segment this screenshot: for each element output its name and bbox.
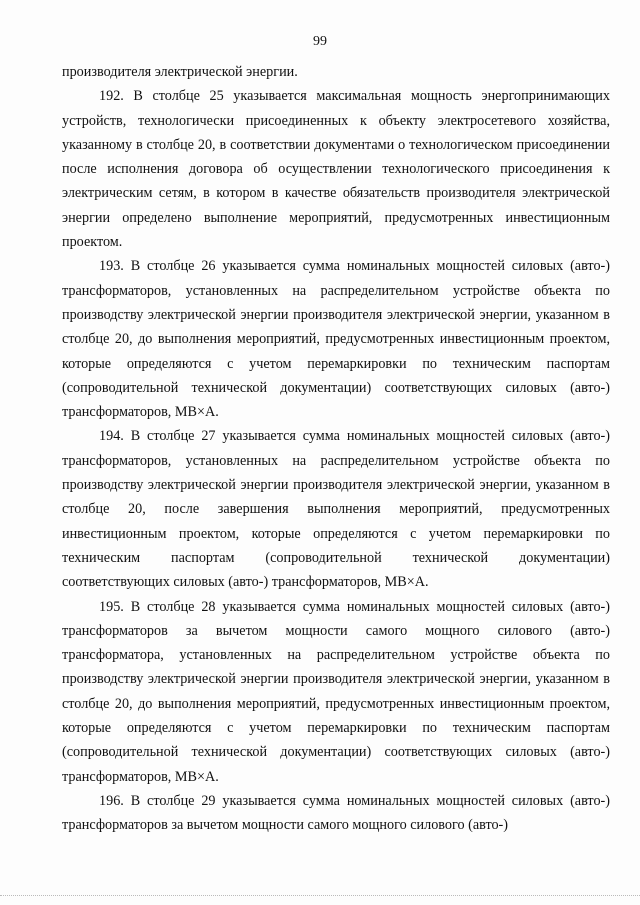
paragraph-195: 195. В столбце 28 указывается сумма номинальных мощностей силовых (авто-) трансформаторов за вычетом мощности самого мощного силового (авто-) трансформатора, установленных на распределительном устройстве объекта по производству электрической энергии производителя электрической энергии, указанном в столбце 20, до выполнения мероприятий, предусмотренных инвестиционным проектом, которые определяются с учетом перемаркировки по техническим паспортам (сопроводительной технической документации) соответствующих силовых (авто-) трансформаторов, МВ×А. — [62, 598, 610, 785]
paragraph-196: 196. В столбце 29 указывается сумма номинальных мощностей силовых (авто-) трансформаторов за вычетом мощности самого мощного силового (авто-) — [62, 792, 610, 834]
paragraph-continuation: производителя электрической энергии. — [62, 64, 298, 80]
paragraph-193: 193. В столбце 26 указывается сумма номинальных мощностей силовых (авто-) трансформаторов, установленных на распределительном устройстве объекта по производству электрической энергии производителя электрической энергии, указанном в столбце 20, до выполнения мероприятий, предусмотренных инвестиционным проектом, которые определяются с учетом перемаркировки по техническим паспортам (сопроводительной технической документации) соответствующих силовых (авто-) трансформаторов, МВ×А. — [62, 258, 610, 421]
paragraph-192: 192. В столбце 25 указывается максимальная мощность энергопринимающих устройств, технологически присоединенных к объекту электросетевого хозяйства, указанному в столбце 20, в соответствии документами о технологическом присоединении после исполнения договора об осуществлении технологического присоединения к электрическим сетям, в котором в качестве обязательств производителя электрической энергии определено выполнение мероприятий, предусмотренных инвестиционным проектом. — [62, 88, 610, 251]
scan-edge-divider — [0, 895, 640, 897]
page-number: 99 — [313, 34, 327, 49]
paragraph-194: 194. В столбце 27 указывается сумма номинальных мощностей силовых (авто-) трансформаторов, установленных на распределительном устройстве объекта по производству электрической энергии производителя электрической энергии, указанном в столбце 20, после завершения выполнения мероприятий, предусмотренных инвестиционным проектом, которые определяются с учетом перемаркировки по техническим паспортам (сопроводительной технической документации) соответствующих силовых (авто-) трансформаторов, МВ×А. — [62, 428, 610, 591]
document-body — [62, 60, 610, 838]
